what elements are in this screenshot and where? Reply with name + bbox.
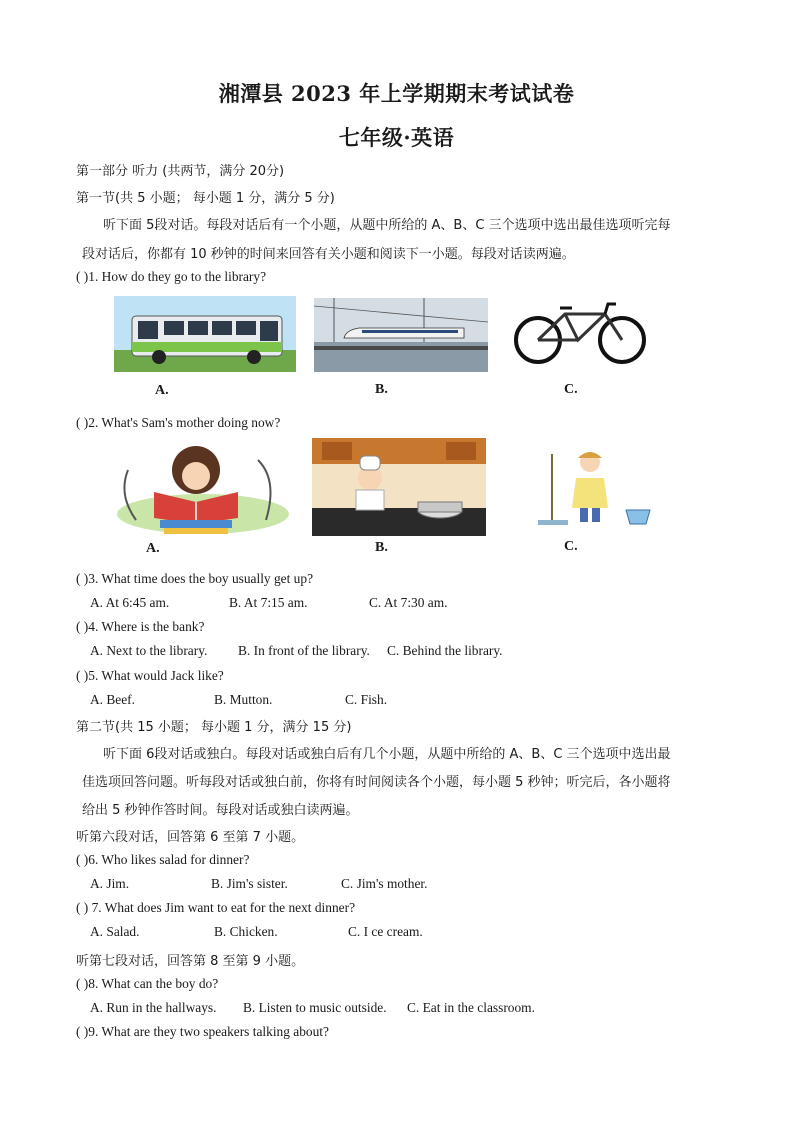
question-8-option-c: C. Eat in the classroom. — [407, 1000, 535, 1015]
question-9-stem: ( )9. What are they two speakers talking about? — [76, 1024, 329, 1039]
question-3-option-a: A. At 6:45 am. — [90, 595, 170, 610]
question-6-option-c: C. Jim's mother. — [341, 876, 428, 891]
question-6-stem: ( )6. Who likes salad for dinner? — [76, 852, 250, 867]
section1-heading: 第一节(共 5 小题； 每小题 1 分，满分 5 分) — [76, 191, 335, 206]
question-8-option-b: B. Listen to music outside. — [243, 1000, 387, 1015]
cleaning-image — [530, 448, 658, 528]
question-4-stem: ( )4. Where is the bank? — [76, 619, 205, 634]
train-image — [314, 298, 488, 372]
question-7-option-a: A. Salad. — [90, 924, 140, 939]
question-6-option-b: B. Jim's sister. — [211, 876, 288, 891]
bicycle-image — [510, 300, 650, 364]
question-1-option-b-label: B. — [375, 382, 388, 397]
question-2-option-a-label: A. — [146, 541, 160, 556]
section1-instructions-1: 听下面 5段对话。每段对话后有一个小题，从题中所给的 A、B、C 三个选项中选出最佳选项听完每 — [103, 218, 671, 233]
question-3-option-c: C. At 7:30 am. — [369, 595, 448, 610]
question-1-stem: ( )1. How do they go to the library? — [76, 269, 267, 284]
question-2-option-c-label: C. — [564, 539, 578, 554]
exam-subtitle: 七年级·英语 — [338, 125, 455, 150]
question-6-option-a: A. Jim. — [90, 876, 130, 891]
section2-instructions-3: 给出 5 秒钟作答时间。每段对话或独白读两遍。 — [82, 803, 359, 818]
section1-instructions-2: 段对话后，你都有 10 秒钟的时间来回答有关小题和阅读下一小题。每段对话读两遍。 — [82, 247, 575, 262]
question-5-option-c: C. Fish. — [345, 692, 388, 707]
question-4-option-a: A. Next to the library. — [90, 643, 208, 658]
dialog-6-instruction: 听第六段对话，回答第 6 至第 7 小题。 — [76, 830, 305, 845]
part1-heading: 第一部分 听力 (共两节，满分 20分) — [76, 164, 285, 179]
question-8-option-a: A. Run in the hallways. — [90, 1000, 217, 1015]
question-7-stem: ( ) 7. What does Jim want to eat for the next dinner? — [76, 900, 356, 915]
question-4-option-c: C. Behind the library. — [387, 643, 503, 658]
question-5-option-a: A. Beef. — [90, 692, 135, 707]
question-4-option-b: B. In front of the library. — [238, 643, 370, 658]
cooking-image — [312, 438, 486, 536]
question-5-option-b: B. Mutton. — [214, 692, 273, 707]
question-5-stem: ( )5. What would Jack like? — [76, 668, 224, 683]
section2-instructions-1: 听下面 6段对话或独白。每段对话或独白后有几个小题，从题中所给的 A、B、C 三个选项中选出最 — [103, 747, 671, 762]
section2-heading: 第二节(共 15 小题； 每小题 1 分，满分 15 分) — [76, 720, 352, 735]
question-1-option-a-label: A. — [155, 383, 169, 398]
bus-image — [114, 296, 296, 372]
reading-girl-image — [108, 440, 298, 536]
question-3-option-b: B. At 7:15 am. — [229, 595, 308, 610]
question-7-option-c: C. I ce cream. — [348, 924, 423, 939]
question-2-stem: ( )2. What's Sam's mother doing now? — [76, 415, 281, 430]
section2-instructions-2: 佳选项回答问题。听每段对话或独白前，你将有时间阅读各个小题，每小题 5 秒钟；听完后，各小题将 — [82, 775, 671, 790]
question-8-stem: ( )8. What can the boy do? — [76, 976, 219, 991]
question-1-option-c-label: C. — [564, 382, 578, 397]
question-2-option-b-label: B. — [375, 540, 388, 555]
exam-title: 湘潭县 2023 年上学期期末考试试卷 — [218, 81, 575, 106]
dialog-7-instruction: 听第七段对话，回答第 8 至第 9 小题。 — [76, 954, 305, 969]
question-3-stem: ( )3. What time does the boy usually get up? — [76, 571, 314, 586]
question-7-option-b: B. Chicken. — [214, 924, 278, 939]
